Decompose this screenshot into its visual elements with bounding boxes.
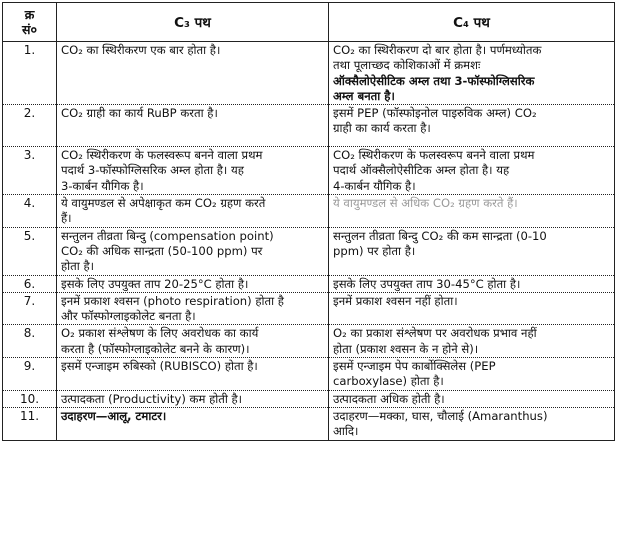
text-line: इसके लिए उपयुक्त ताप 20-25°C होता है। — [61, 276, 249, 291]
table-row — [3, 407, 615, 440]
c3-cell — [57, 325, 329, 358]
text-line: हैं। — [61, 211, 72, 226]
c4-cell — [329, 292, 615, 325]
comparison-table — [2, 2, 615, 441]
c4-cell — [329, 147, 615, 195]
text-line: उत्पादकता अधिक होती है। — [333, 391, 445, 406]
text-line: और फॉस्फोग्लाइकोलेट बनता है। — [61, 309, 196, 324]
text-line: ग्राही का कार्य करता है। — [333, 121, 431, 136]
c3-cell — [57, 195, 329, 228]
text-line: इसमें एन्जाइम रुबिस्को (RUBISCO) होता है। — [61, 359, 258, 374]
text-line: CO₂ की अधिक सान्द्रता (50-100 ppm) पर — [61, 243, 263, 258]
text-line: इसमें एन्जाइम पेप कार्बोक्सिलेस (PEP — [333, 359, 496, 374]
c3-cell — [57, 275, 329, 292]
c4-cell — [329, 105, 615, 147]
text-line: O₂ प्रकाश संश्लेषण के लिए अवरोधक का कार्य — [61, 326, 259, 341]
c3-cell — [57, 105, 329, 147]
c3-cell — [57, 407, 329, 440]
header-c4-pathway: C₄ पथ — [329, 3, 615, 42]
c4-cell — [329, 195, 615, 228]
text-line: सन्तुलन तीव्रता बिन्दु (compensation point) — [61, 228, 274, 243]
c4-cell — [329, 275, 615, 292]
text-line: आदि। — [333, 424, 359, 439]
c3-cell — [57, 42, 329, 105]
row-number: 5. — [3, 227, 57, 275]
table-row — [3, 275, 615, 292]
table-row — [3, 147, 615, 195]
text-line: होता (प्रकाश श्वसन के न होने से)। — [333, 341, 479, 356]
table-row — [3, 390, 615, 407]
text-line: carboxylase) होता है। — [333, 374, 444, 389]
row-number: 10. — [3, 390, 57, 407]
table-row — [3, 292, 615, 325]
row-number: 4. — [3, 195, 57, 228]
header-serial-line1: क्र — [24, 7, 35, 22]
row-number: 11. — [3, 407, 57, 440]
row-number: 7. — [3, 292, 57, 325]
text-line: CO₂ स्थिरीकरण के फलस्वरूप बनने वाला प्रथम — [61, 148, 263, 163]
text-line: पदार्थ 3-फॉस्फोग्लिसरिक अम्ल होता है। यह — [61, 163, 244, 178]
c3-cell — [57, 227, 329, 275]
row-number: 2. — [3, 105, 57, 147]
text-line: उदाहरण—आलू, टमाटर। — [61, 408, 167, 423]
header-serial-number — [3, 3, 57, 42]
c4-cell — [329, 325, 615, 358]
text-line: CO₂ का स्थिरीकरण एक बार होता है। — [61, 43, 221, 57]
row-number: 6. — [3, 275, 57, 292]
table-row — [3, 227, 615, 275]
c3-cell — [57, 147, 329, 195]
c3-cell — [57, 292, 329, 325]
row-number: 8. — [3, 325, 57, 358]
c3-cell — [57, 358, 329, 391]
table-row — [3, 195, 615, 228]
row-number: 3. — [3, 147, 57, 195]
text-line: करता है (फॉस्फोग्लाइकोलेट बनने के कारण)। — [61, 341, 250, 356]
row-number: 1. — [3, 42, 57, 105]
c4-cell — [329, 227, 615, 275]
header-c3-pathway: C₃ पथ — [57, 3, 329, 42]
text-line: इनमें प्रकाश श्वसन नहीं होता। — [333, 293, 458, 308]
text-line: उत्पादकता (Productivity) कम होती है। — [61, 391, 243, 406]
text-line: सन्तुलन तीव्रता बिन्दु CO₂ की कम सान्द्रता (0-10 — [333, 228, 547, 243]
text-line: 3-कार्बन यौगिक है। — [61, 178, 144, 193]
text-line: ऑक्सैलोऐसीटिक अम्ल तथा 3-फॉस्फोग्लिसरिक — [333, 73, 535, 88]
table-row — [3, 42, 615, 105]
text-line: CO₂ ग्राही का कार्य RuBP करता है। — [61, 106, 218, 121]
text-line: होता है। — [61, 259, 95, 274]
text-line: इसके लिए उपयुक्त ताप 30-45°C होता है। — [333, 276, 521, 291]
text-line: ये वायुमण्डल से अधिक CO₂ ग्रहण करते हैं। — [333, 196, 518, 211]
header-serial-line2: सं० — [22, 22, 37, 37]
text-line: इनमें प्रकाश श्वसन (photo respiration) होता है — [61, 293, 284, 308]
header-row — [3, 3, 615, 42]
text-line: 4-कार्बन यौगिक है। — [333, 178, 416, 193]
text-line: O₂ का प्रकाश संश्लेषण पर अवरोधक प्रभाव नहीं — [333, 326, 537, 341]
c4-cell — [329, 390, 615, 407]
text-line: उदाहरण—मक्का, घास, चौलाई (Amaranthus) — [333, 408, 548, 423]
text-line: पदार्थ ऑक्सैलोऐसीटिक अम्ल होता है। यह — [333, 163, 510, 178]
text-line: तथा पूलाच्छद कोशिकाओं में क्रमशः — [333, 58, 481, 73]
text-line: ये वायुमण्डल से अपेक्षाकृत कम CO₂ ग्रहण करते — [61, 196, 266, 211]
table-row — [3, 325, 615, 358]
table-row — [3, 358, 615, 391]
c3-cell — [57, 390, 329, 407]
text-line: ppm) पर होता है। — [333, 243, 416, 258]
c4-cell — [329, 358, 615, 391]
c4-cell — [329, 42, 615, 105]
c4-cell — [329, 407, 615, 440]
table-row — [3, 105, 615, 147]
text-line: अम्ल बनता है। — [333, 88, 395, 103]
text-line: CO₂ स्थिरीकरण के फलस्वरूप बनने वाला प्रथम — [333, 148, 535, 163]
row-number: 9. — [3, 358, 57, 391]
text-line: CO₂ का स्थिरीकरण दो बार होता है। पर्णमध्योतक — [333, 43, 542, 57]
text-line: इसमें PEP (फॉस्फोइनोल पाइरुविक अम्ल) CO₂ — [333, 106, 537, 121]
